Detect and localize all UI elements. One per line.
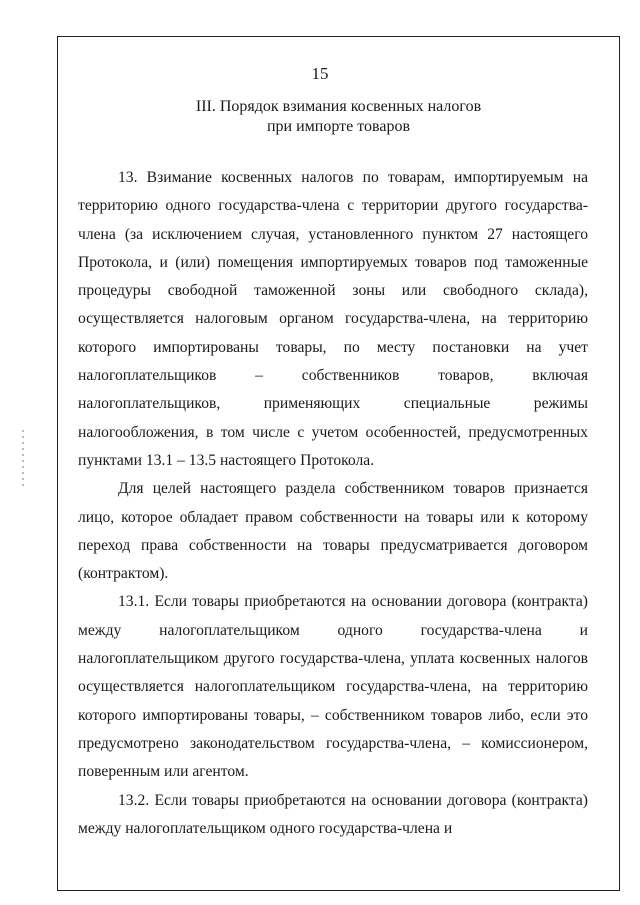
- paragraph-13-1: 13.1. Если товары приобретаются на основании договора (контракта) между налогоплательщиком одного государства-члена и налогоплательщиком другого государства-члена, уплата косвенных налогов осуществляется налогоплательщиком государства-члена, на территорию которого импортированы товары, – собственником товаров либо, если это предусмотрено законодательством государства-члена, – комиссионером, поверенным или агентом.: [78, 593, 588, 781]
- document-body: [78, 164, 588, 843]
- section-title-line-2: при импорте товаров: [266, 118, 411, 135]
- paragraph-13: 13. Взимание косвенных налогов по товарам, импортируемым на территорию одного государства-члена с территории другого государства-члена (за исключением случая, установленного пунктом 27 настоящего Протокола, и (или) помещения импортируемых товаров под таможенные процедуры свободной таможенной зоны или свободного склада), осуществляется налоговым органом государства-члена, на территорию которого импортированы товары, по месту постановки на учет налогоплательщиков – собственников товаров, включая налогоплательщиков, применяющих специальные режимы налогообложения, в том числе с учетом особенностей, предусмотренных пунктами 13.1 – 13.5 настоящего Протокола.: [78, 169, 588, 469]
- section-title: [0, 97, 640, 137]
- paragraph-owner-definition: Для целей настоящего раздела собственником товаров признается лицо, которое обладает правом собственности на товары или к которому переход права собственности на товары предусматривается договором (контрактом).: [78, 480, 588, 583]
- paragraph-13-2: 13.2. Если товары приобретаются на основании договора (контракта) между налогоплательщиком одного государства-члена и: [78, 791, 588, 837]
- section-title-line-1: III. Порядок взимания косвенных налогов: [195, 98, 482, 115]
- scan-artifact: [22, 430, 24, 490]
- page-number: 15: [311, 64, 329, 83]
